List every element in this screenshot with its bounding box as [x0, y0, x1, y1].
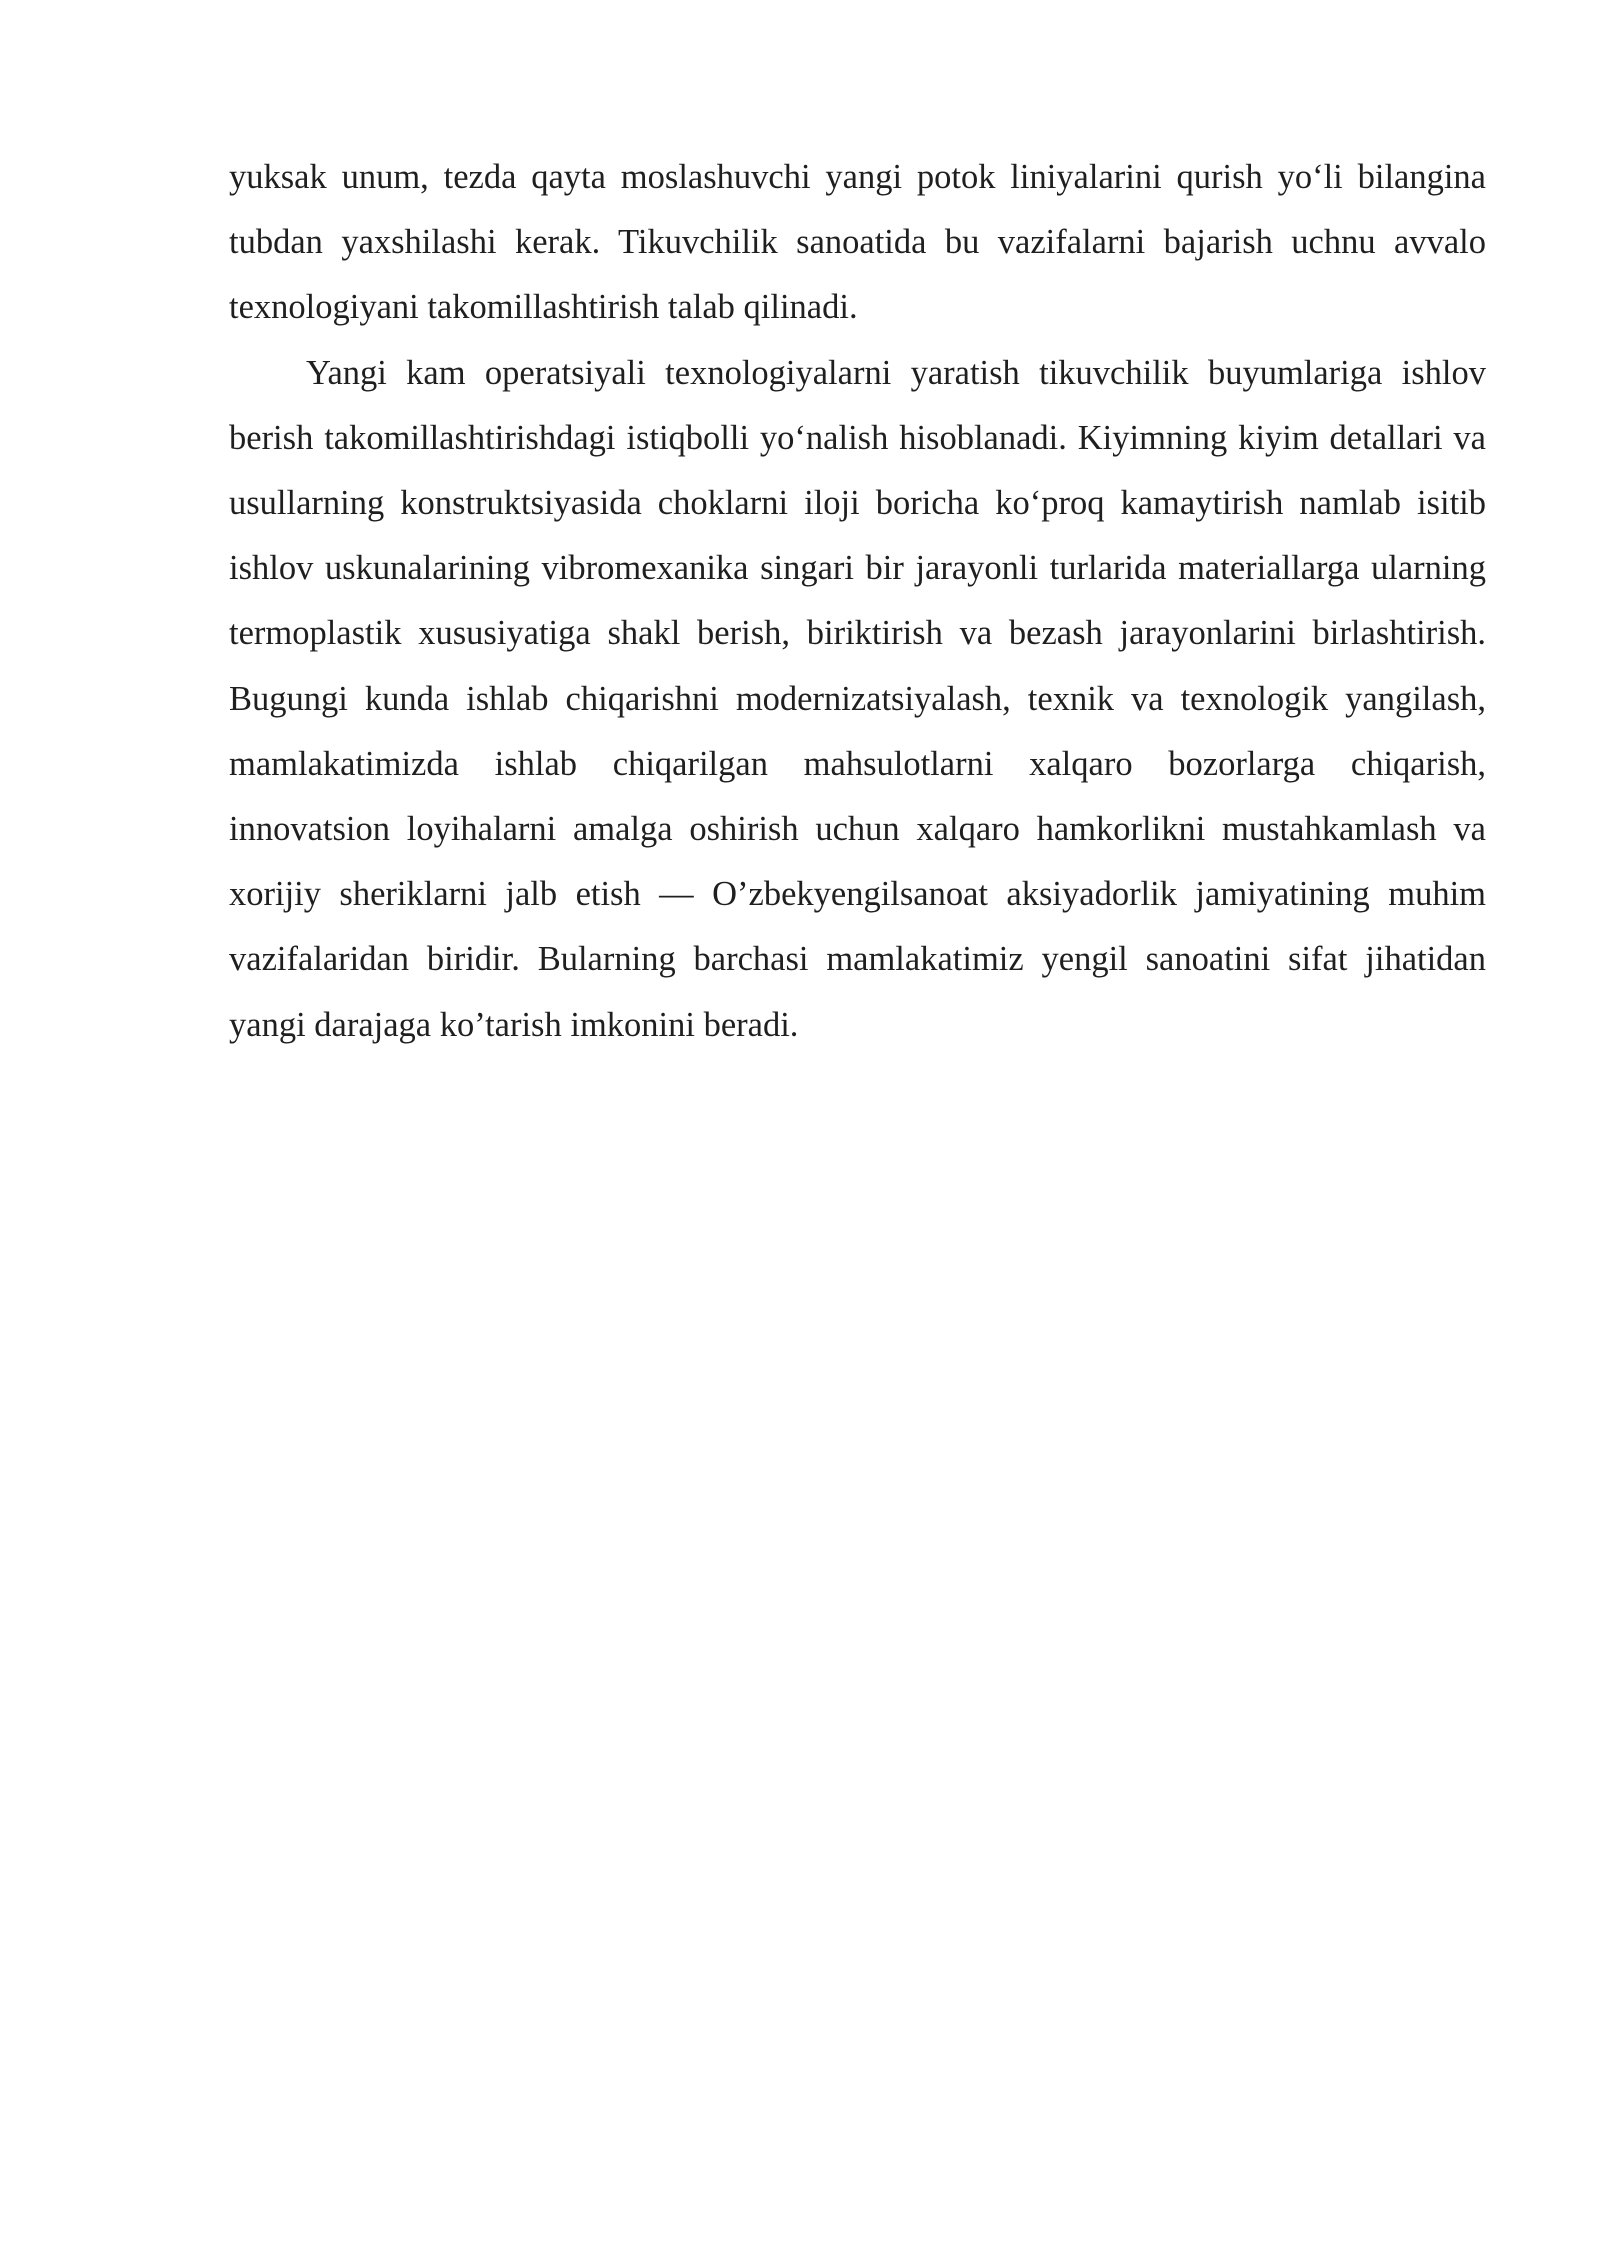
document-body: [229, 145, 1486, 1058]
paragraph-main: Yangi kam operatsiyali texnologiyalarni yaratish tikuvchilik buyumlariga ishlov berish takomillashtirishdagi istiqbolli yo‘nalish hisoblanadi. Kiyimning kiyim detallari va usullarning konstruktsiyasida choklarni iloji boricha ko‘proq kamaytirish namlab isitib ishlov uskunalarining vibromexanika singari bir jarayonli turlarida materiallarga ularning termoplastik xususiyatiga shakl berish, biriktirish va bezash jarayonlarini birlashtirish. Bugungi kunda ishlab chiqarishni modernizatsiyalash, texnik va texnologik yangilash, mamlakatimizda ishlab chiqarilgan mahsulotlarni xalqaro bozorlarga chiqarish, innovatsion loyihalarni amalga oshirish uchun xalqaro hamkorlikni mustahkamlash va xorijiy sheriklarni jalb etish — O’zbekyengilsanoat aksiyadorlik jamiyatining muhim vazifalaridan biridir. Bularning barchasi mamlakatimiz yengil sanoatini sifat jihatidan yangi darajaga ko’tarish imkonini beradi.: [229, 353, 1486, 1044]
paragraph-continuation: yuksak unum, tezda qayta moslashuvchi yangi potok liniyalarini qurish yo‘li bilangina tubdan yaxshilashi kerak. Tikuvchilik sanoatida bu vazifalarni bajarish uchnu avvalo texnologiyani takomillashtirish talab qilinadi.: [229, 158, 1486, 327]
